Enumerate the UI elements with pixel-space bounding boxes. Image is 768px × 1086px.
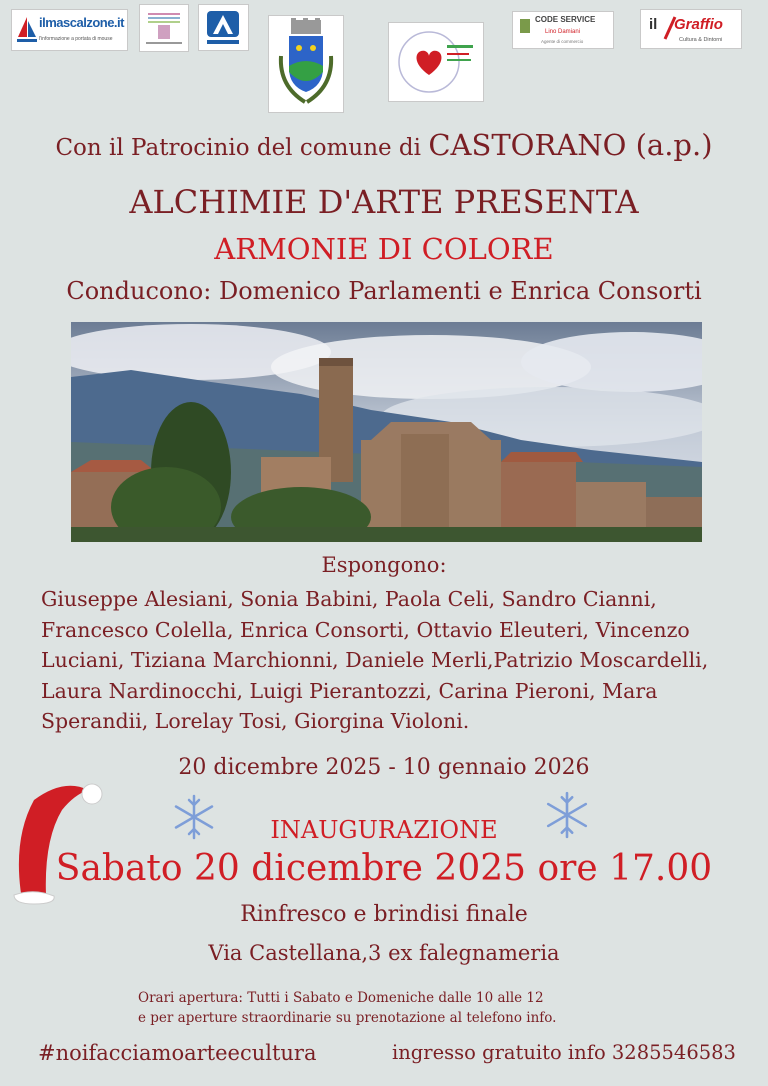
association-heart-logo [388, 22, 484, 102]
patronage-comune: CASTORANO (a.p.) [428, 128, 713, 162]
a-letter-icon [199, 5, 248, 50]
code-service-sub: Lino Damiani [545, 29, 581, 35]
montepaldoria-logo [198, 4, 249, 51]
il-graffio-tagline: Cultura & Dintorni [679, 37, 723, 43]
artists-list [41, 584, 731, 737]
building-icon [517, 15, 533, 35]
refreshments-line: Rinfresco e brindisi finale [240, 902, 528, 927]
presenter-heading: ALCHIMIE D'ARTE PRESENTA [129, 183, 639, 221]
slash-mark-icon [663, 15, 677, 41]
hosts-line: Conducono: Domenico Parlamenti e Enrica Consorti [66, 277, 702, 305]
inauguration-label: INAUGURAZIONE [270, 816, 498, 844]
exhibition-title: ARMONIE DI COLORE [214, 232, 554, 266]
code-service-logo [512, 11, 614, 49]
artists-heading: Espongono: [321, 553, 447, 577]
exhibition-dates: 20 dicembre 2025 - 10 gennaio 2026 [178, 755, 590, 780]
code-service-sub2: Agente di commercio [541, 39, 584, 44]
opening-hours [138, 988, 556, 1028]
opening-hours-line: e per aperture straordinarie su prenotazione al telefono info. [138, 1010, 557, 1026]
sponsor-logo-strip [0, 0, 768, 115]
hashtag: #noifacciamoarteecultura [38, 1041, 317, 1065]
venue-address: Via Castellana,3 ex falegnameria [208, 941, 560, 965]
sailboat-icon [15, 15, 39, 45]
pharmacy-icon [140, 5, 188, 51]
artists-line: Sperandii, Lorelay Tosi, Giorgina Violoni. [41, 709, 470, 733]
artists-line: Luciani, Tiziana Marchionni, Daniele Merli,Patrizio Moscardelli, [41, 648, 709, 672]
ilmascalzone-name: ilmascalzone.it [39, 15, 124, 30]
opening-date-time: Sabato 20 dicembre 2025 ore 17.00 [55, 848, 713, 889]
pharmacy-logo [139, 4, 189, 52]
ilmascalzone-tagline: l'informazione a portata di mouse [39, 36, 113, 42]
il-graffio-word1: il [649, 16, 658, 33]
artists-line: Francesco Colella, Enrica Consorti, Ottavio Eleuteri, Vincenzo [41, 617, 690, 642]
patronage-prefix: Con il Patrocinio del comune di [55, 135, 422, 161]
artists-line: Laura Nardinocchi, Luigi Pierantozzi, Carina Pieroni, Mara [41, 678, 658, 703]
ilmascalzone-logo [11, 9, 128, 51]
free-entry-info: ingresso gratuito info 3285546583 [392, 1041, 736, 1064]
code-service-name: CODE SERVICE [535, 15, 596, 24]
castorano-coat-of-arms [268, 15, 344, 113]
castorano-village-photo [71, 322, 702, 542]
il-graffio-logo [640, 9, 742, 49]
coat-of-arms-icon [269, 16, 343, 112]
artists-line: Giuseppe Alesiani, Sonia Babini, Paola Celi, Sandro Cianni, [41, 587, 657, 611]
patronage-line [0, 128, 768, 162]
heart-icon [389, 23, 483, 101]
opening-hours-line: Orari apertura: Tutti i Sabato e Domeniche dalle 10 alle 12 [138, 990, 544, 1006]
village-landscape-illustration [71, 322, 702, 542]
il-graffio-word2: Graffio [674, 16, 723, 33]
